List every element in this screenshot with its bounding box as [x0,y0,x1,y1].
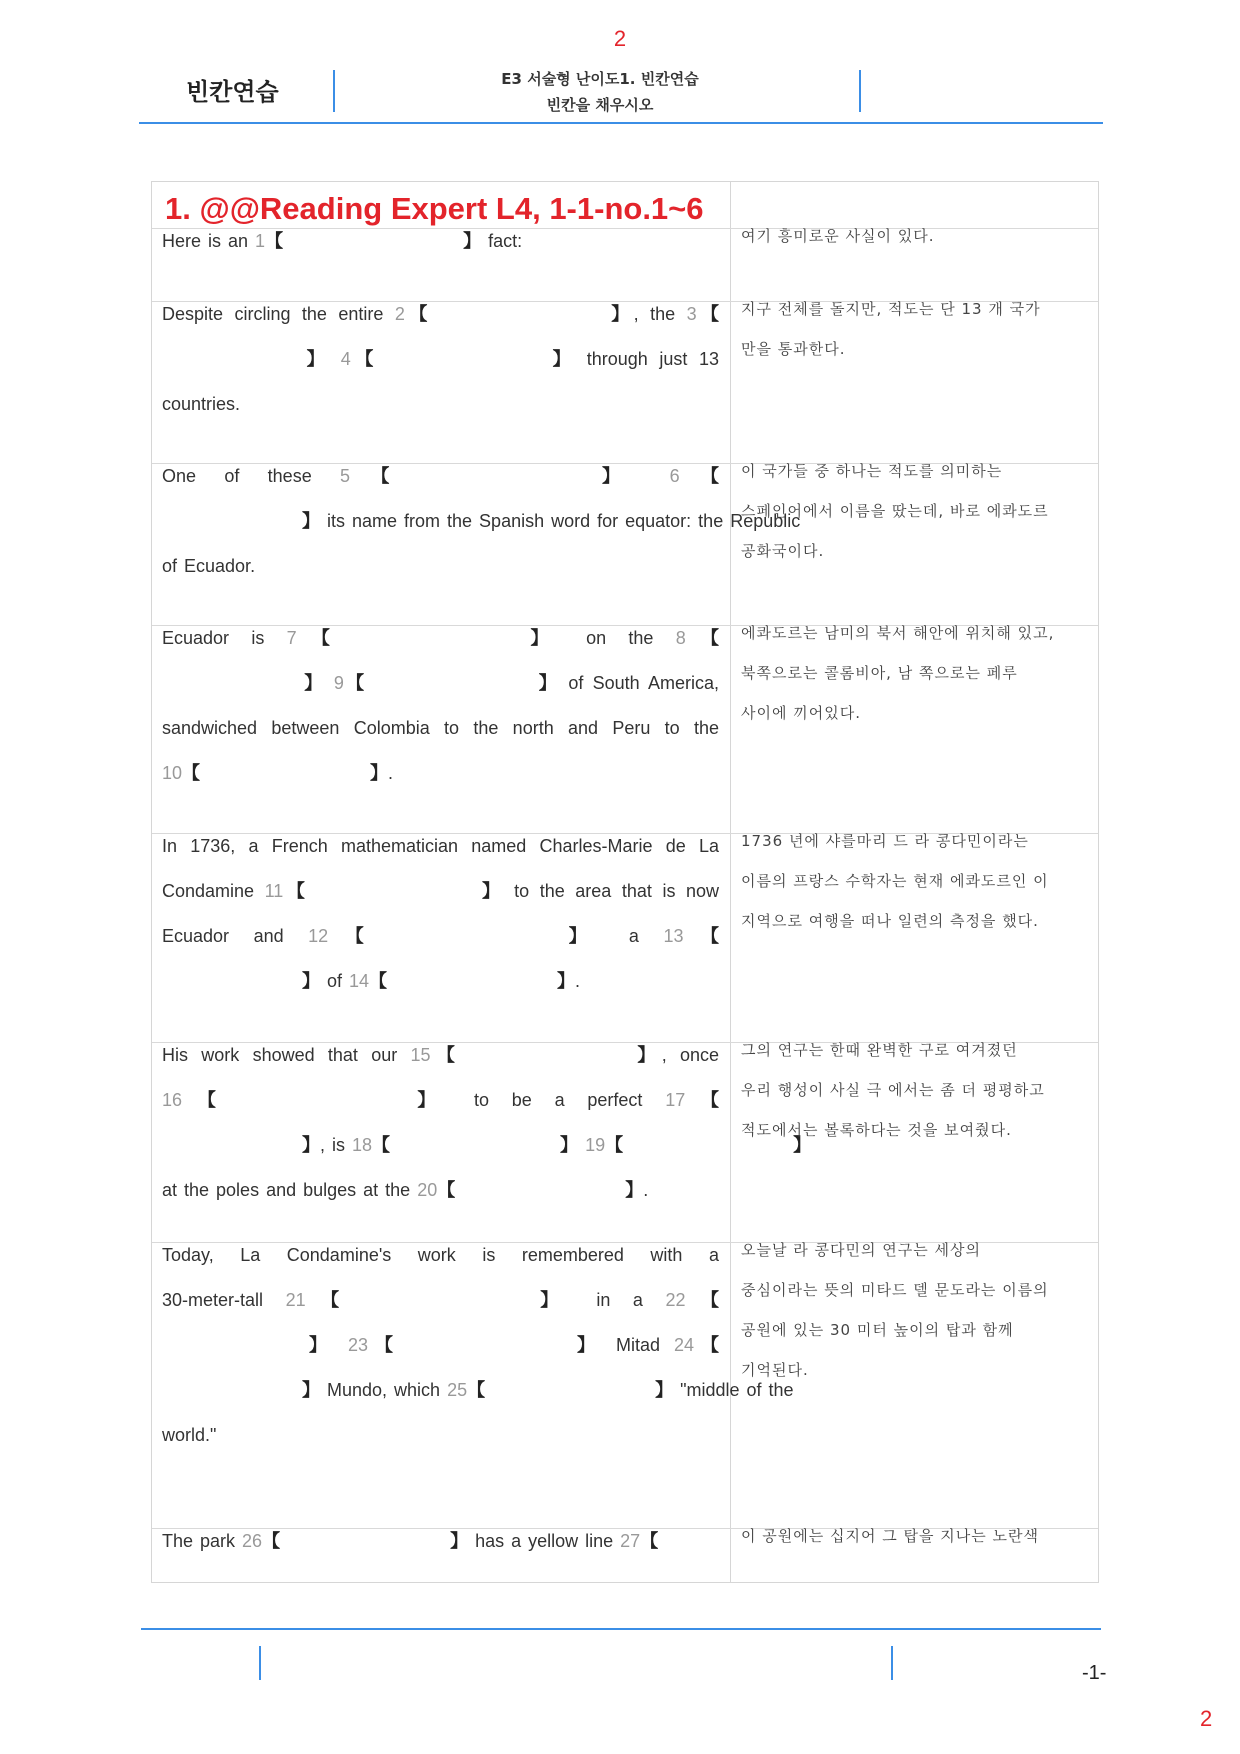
blank-close-bracket: 】 [302,971,320,991]
blank-open-bracket: 【 [262,1531,281,1551]
english-line [162,751,719,796]
blank-close-bracket: 】 [631,1045,662,1065]
blank-close-bracket: 】 [302,673,325,693]
blank-close-bracket: 】 [606,304,634,324]
blank-open-bracket: 【 [283,881,309,901]
english-line [162,454,719,499]
blank-number: 6 [669,466,680,486]
blank-close-bracket: 】 [560,1135,579,1155]
blank-number: 25 [447,1380,468,1400]
korean-line: 그의 연구는 한때 완벽한 구로 여겨졌던 [741,1041,1018,1059]
sentence-text: to the area that is now [503,881,720,901]
sentence-text: Condamine [162,881,265,901]
blank-close-bracket: 】 [557,971,576,991]
blank-number: 13 [663,926,684,946]
top-page-number: 2 [613,26,627,51]
korean-line: 우리 행성이 사실 극 에서는 좀 더 평평하고 [741,1081,1045,1099]
blank-number: 2 [394,304,405,324]
blank-number: 20 [417,1180,438,1200]
blank-close-bracket: 】 [450,1531,469,1551]
english-sentence [162,1033,812,1213]
sentence-text: 30-meter-tall [162,1290,286,1310]
blank-open-bracket: 【 [696,304,720,324]
blank-close-bracket: 】 [302,1135,320,1155]
blank-number: 11 [264,881,284,901]
blank-close-bracket: 】 [625,1180,644,1200]
blank-close-bracket: 】 [793,1135,812,1155]
blank-open-bracket: 【 [350,466,411,486]
blank-number: 9 [333,673,344,693]
english-line [162,959,719,1004]
english-line [162,661,719,706]
sentence-text: in a [573,1290,666,1310]
english-line [162,382,719,427]
blank-close-bracket: 】 [302,1380,320,1400]
header-title: 빈칸연습 [186,78,279,106]
blank-number: 12 [308,926,329,946]
english-line [162,544,719,589]
korean-translation [741,451,1091,571]
corner-page-number: 2 [1200,1706,1213,1731]
sentence-text: Mundo, which [320,1380,448,1400]
blank-open-bracket: 【 [694,1335,720,1355]
blank-open-bracket: 【 [683,926,720,946]
sentence-text: has a yellow line [468,1531,621,1551]
blank-open-bracket: 【 [685,1090,720,1110]
sentence-text [329,349,341,369]
blank-number: 1 [255,231,266,251]
header-rule [139,122,1103,124]
sentence-text: sandwiched between Colombia to the north and Peru to the [162,718,719,738]
blank-close-bracket: 】 [570,1335,602,1355]
blank-close-bracket: 】 [515,628,564,648]
korean-line: 중심이라는 뜻의 미타드 델 문도라는 이름의 [741,1281,1049,1299]
sentence-text: at the poles and bulges at the [162,1180,418,1200]
sentence-text: to be a perfect [451,1090,666,1110]
english-sentence [162,616,719,796]
english-line [162,499,801,544]
blank-close-bracket: 】 [536,673,560,693]
sentence-text: In 1736, a French mathematician named Charles-Marie de La [162,836,719,856]
korean-line: 에콰도르는 남미의 북서 해안에 위치해 있고, [741,624,1055,642]
sentence-text: Here is an [162,231,256,251]
english-line [162,616,719,661]
blank-open-bracket: 【 [437,1180,456,1200]
korean-translation [741,1516,1091,1556]
blank-close-bracket: 】 [401,1090,452,1110]
sentence-text: , is [320,1135,353,1155]
english-sentence [162,1519,719,1564]
korean-line: 스페인어에서 이름을 땄는데, 바로 에콰도르 [741,502,1049,520]
korean-line: 만을 통과한다. [741,340,846,358]
english-sentence [162,219,719,264]
sentence-text: through just 13 [575,349,720,369]
blank-open-bracket: 【 [369,971,388,991]
blank-open-bracket: 【 [679,466,719,486]
english-line [162,1078,719,1123]
korean-line: 공원에 있는 30 미터 높이의 탑과 함께 [741,1321,1014,1339]
sentence-text [641,466,669,486]
english-line [162,1278,719,1323]
blank-open-bracket: 【 [640,1531,659,1551]
blank-number: 27 [620,1531,641,1551]
footer-page-number: -1- [1082,1662,1107,1684]
korean-line: 북쪽으로는 콜롬비아, 남 쪽으로는 페루 [741,664,1018,682]
sentence-text: . [388,763,394,783]
blank-close-bracket: 】 [551,926,605,946]
sentence-text: a [604,926,664,946]
sentence-text: of South America, [559,673,719,693]
blank-number: 7 [286,628,297,648]
sentence-text: world." [162,1425,217,1445]
blank-close-bracket: 】 [655,1380,674,1400]
english-line [162,914,719,959]
blank-number: 4 [340,349,351,369]
english-line [162,1519,719,1564]
blank-number: 23 [347,1335,369,1355]
blank-close-bracket: 】 [524,1290,574,1310]
english-line [162,1413,719,1458]
blank-open-bracket: 【 [685,1290,720,1310]
blank-close-bracket: 】 [580,466,642,486]
blank-close-bracket: 】 [302,511,320,531]
sentence-text: , the [633,304,687,324]
korean-line: 지구 전체를 돌지만, 적도는 단 13 개 국가 [741,300,1041,318]
english-line [162,337,719,382]
korean-translation [741,613,1091,733]
header-divider-left [333,70,335,112]
blank-open-bracket: 【 [605,1135,624,1155]
blank-open-bracket: 【 [343,673,367,693]
korean-translation [741,216,1091,256]
sentence-text: its name from the Spanish word for equator: the Republic [320,511,801,531]
sentence-text [334,1335,348,1355]
blank-open-bracket: 【 [467,1380,486,1400]
english-sentence [162,292,719,427]
korean-line: 여기 흥미로운 사실이 있다. [741,227,935,245]
blank-number: 17 [665,1090,686,1110]
korean-line: 지역으로 여행을 떠나 일련의 측정을 했다. [741,912,1039,930]
english-line [162,1033,719,1078]
english-line [162,869,719,914]
korean-line: 이 공원에는 십지어 그 탑을 지나는 노란색 [741,1527,1039,1545]
blank-open-bracket: 【 [430,1045,462,1065]
blank-number: 24 [673,1335,695,1355]
section-title: 1. @@Reading Expert L4, 1-1-no.1~6 [165,191,704,226]
blank-number: 3 [686,304,697,324]
header-subtitle-line1: E3 서술형 난이도1. 빈칸연습 [501,70,699,88]
blank-open-bracket: 【 [328,926,382,946]
english-line [162,1233,719,1278]
blank-number: 8 [675,628,686,648]
sentence-text: on the [563,628,676,648]
korean-line: 기억된다. [741,1361,809,1379]
blank-open-bracket: 【 [182,1090,232,1110]
korean-translation [741,1030,1091,1150]
sentence-text: Mitad [601,1335,674,1355]
sentence-text: of Ecuador. [162,556,256,576]
korean-line: 적도에서는 볼록하다는 것을 보여줬다. [741,1121,1012,1139]
sentence-text: One of these [162,466,341,486]
blank-number: 14 [349,971,370,991]
korean-translation [741,821,1091,941]
korean-line: 사이에 끼어있다. [741,704,861,722]
sentence-text: "middle of the [673,1380,794,1400]
english-line [162,1323,719,1368]
sentence-text [578,1135,585,1155]
footer-divider-right [891,1646,893,1680]
sentence-text: of [320,971,350,991]
sentence-text: , once [661,1045,720,1065]
blank-open-bracket: 【 [182,763,201,783]
english-line [162,824,719,869]
korean-line: 이 국가들 중 하나는 적도를 의미하는 [741,462,1003,480]
blank-number: 5 [340,466,351,486]
korean-translation [741,1230,1091,1390]
exercise-table [151,181,1099,1583]
blank-number: 26 [242,1531,263,1551]
blank-open-bracket: 【 [305,1290,355,1310]
korean-line: 이름의 프랑스 수학자는 현재 에콰도르인 이 [741,872,1049,890]
column-divider [730,182,731,1582]
english-line [162,1368,794,1413]
english-sentence [162,824,719,1004]
sentence-text: fact: [481,231,523,251]
sentence-text: Today, La Condamine's work is remembered with a [162,1245,719,1265]
blank-close-bracket: 】 [302,1335,334,1355]
korean-translation [741,289,1091,369]
header-subtitle-block [340,66,860,118]
blank-open-bracket: 【 [372,1135,391,1155]
blank-number: 22 [665,1290,686,1310]
header-subtitle-line2: 빈칸을 채우시오 [546,96,654,114]
footer-divider-left [259,1646,261,1680]
blank-number: 16 [162,1090,183,1110]
sentence-text: Despite circling the entire [162,304,395,324]
blank-close-bracket: 】 [463,231,482,251]
korean-line: 1736 년에 샤를마리 드 라 콩다민이라는 [741,832,1029,850]
blank-number: 18 [352,1135,373,1155]
sentence-text: . [575,971,581,991]
sentence-text: Ecuador is [162,628,287,648]
blank-open-bracket: 【 [350,349,378,369]
blank-open-bracket: 【 [404,304,432,324]
blank-number: 15 [410,1045,431,1065]
sentence-text [325,673,334,693]
blank-number: 10 [162,763,183,783]
blank-close-bracket: 】 [547,349,576,369]
blank-close-bracket: 】 [478,881,504,901]
sentence-text: The park [162,1531,243,1551]
blank-open-bracket: 【 [265,231,284,251]
korean-line: 오늘날 라 콩다민의 연구는 세상의 [741,1241,981,1259]
blank-open-bracket: 【 [296,628,346,648]
sentence-text: Ecuador and [162,926,309,946]
korean-line: 공화국이다. [741,542,825,560]
english-line [162,219,719,264]
english-line [162,706,719,751]
blank-close-bracket: 】 [302,349,330,369]
blank-number: 21 [285,1290,306,1310]
blank-open-bracket: 【 [368,1335,400,1355]
blank-number: 19 [585,1135,606,1155]
blank-close-bracket: 】 [370,763,389,783]
english-line [162,1168,719,1213]
sentence-text: . [643,1180,649,1200]
footer-rule [141,1628,1101,1630]
english-line [162,292,719,337]
header-divider-right [859,70,861,112]
blank-open-bracket: 【 [685,628,720,648]
english-line [162,1123,812,1168]
sentence-text: countries. [162,394,241,414]
sentence-text: His work showed that our [162,1045,411,1065]
